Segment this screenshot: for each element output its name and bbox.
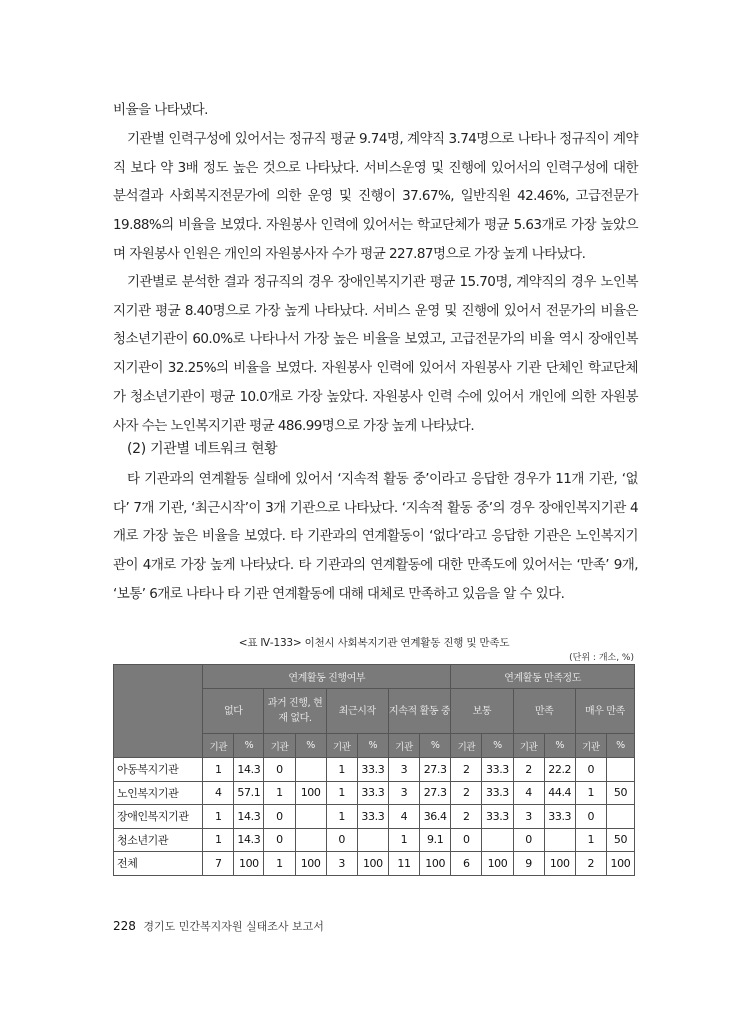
table-cell: 1 [203, 805, 234, 829]
sub-header-none: 없다 [203, 689, 264, 734]
table-cell [295, 828, 326, 852]
table-cell: 0 [575, 758, 606, 782]
paragraph-by-institution [113, 268, 638, 440]
table-row [114, 758, 635, 782]
sub-header-ongoing: 지속적 활동 중 [388, 689, 450, 734]
paragraph-text: 기관별로 분석한 결과 정규직의 경우 장애인복지기관 평균 15.70명, 계약직의 경우 노인복지기관 평균 8.40명으로 가장 높게 나타났다. 서비스 운영 및 진행에 있어서 전문가의 비율은 청소년기관이 60.0%로 나타나서 가장 높은 비율을 보였고, 고급전문가의 비율 역시 장애인복지기관이 32.25%의 비율을 보였다. 자원봉사 인력에 있어서 자원봉사 기관 단체인 학교단체가 청소년기관이 평균 10.0개로 가장 높았다. 자원봉사 인력 수에 있어서 개인에 의한 자원봉사자 수는 노인복지기관 평균 486.99명으로 가장 높게 나타났다. [113, 274, 638, 434]
unit-header-count: 기관 [575, 734, 606, 758]
table-cell [295, 805, 326, 829]
table-unit: (단위 : 개소, %) [569, 653, 634, 663]
table-cell: 1 [575, 781, 606, 805]
table-cell: 36.4 [420, 805, 451, 829]
group-header-satisfaction: 연계활동 만족정도 [451, 665, 635, 689]
table-cell: 7 [203, 852, 234, 876]
table-cell: 33.3 [544, 805, 575, 829]
table-row [114, 805, 635, 829]
table-cell: 0 [264, 805, 295, 829]
table-row [114, 852, 635, 876]
unit-header-count: 기관 [264, 734, 295, 758]
table-cell: 2 [513, 758, 544, 782]
row-label: 장애인복지기관 [114, 805, 203, 829]
table-cell: 57.1 [234, 781, 264, 805]
table-cell [606, 805, 634, 829]
table-cell: 0 [451, 828, 482, 852]
sub-header-normal: 보통 [451, 689, 513, 734]
unit-header-count: 기관 [326, 734, 357, 758]
paragraph-text: 비율을 나타냈다. [113, 102, 208, 118]
table-cell: 1 [264, 852, 295, 876]
section-heading: (2) 기관별 네트워크 현황 [127, 441, 278, 457]
unit-header-count: 기관 [513, 734, 544, 758]
table-cell: 100 [544, 852, 575, 876]
table-cell: 1 [575, 828, 606, 852]
paragraph-staff-composition [113, 125, 638, 269]
table-cell: 11 [388, 852, 419, 876]
table-cell [357, 828, 388, 852]
table-cell: 33.3 [357, 805, 388, 829]
table-cell: 100 [482, 852, 513, 876]
row-label: 아동복지기관 [114, 758, 203, 782]
table-cell [606, 758, 634, 782]
table-cell: 0 [513, 828, 544, 852]
table-cell: 2 [451, 805, 482, 829]
table-cell: 27.3 [420, 781, 451, 805]
table-cell: 22.2 [544, 758, 575, 782]
table-cell: 3 [326, 852, 357, 876]
table-cell: 0 [575, 805, 606, 829]
footer-title: 경기도 민간복지자원 실태조사 보고서 [143, 920, 324, 933]
table-cell: 9 [513, 852, 544, 876]
table-cell: 1 [326, 781, 357, 805]
table-cell: 1 [264, 781, 295, 805]
unit-header-percent: % [544, 734, 575, 758]
table-cell: 50 [606, 781, 634, 805]
table-cell [482, 828, 513, 852]
paragraph-text: 타 기관과의 연계활동 실태에 있어서 ‘지속적 활동 중’이라고 응답한 경우가 11개 기관, ‘없다’ 7개 기관, ‘최근시작’이 3개 기관으로 나타났다. ‘지속적 활동 중’의 경우 장애인복지기관 4개로 가장 높은 비율을 보였다. 타 기관과의 연계활동이 ‘없다’라고 응답한 기관은 노인복지기관이 4개로 가장 높게 나타났다. 타 기관과의 연계활동에 대한 만족도에 있어서는 ‘만족’ 9개, ‘보통’ 6개로 나타나 타 기관 연계활동에 대해 대체로 만족하고 있음을 알 수 있다. [113, 471, 638, 602]
table-cell: 100 [295, 852, 326, 876]
table-cell: 3 [513, 805, 544, 829]
unit-header-percent: % [606, 734, 634, 758]
sub-header-very-satisfied: 매우 만족 [575, 689, 634, 734]
row-label: 전체 [114, 852, 203, 876]
unit-header-percent: % [234, 734, 264, 758]
table-cell: 9.1 [420, 828, 451, 852]
unit-header-percent: % [357, 734, 388, 758]
sub-header-recent: 최근시작 [326, 689, 388, 734]
table-cell [295, 758, 326, 782]
unit-header-percent: % [295, 734, 326, 758]
table-cell: 1 [326, 758, 357, 782]
table-cell: 0 [264, 828, 295, 852]
table-cell: 6 [451, 852, 482, 876]
table-cell: 1 [203, 828, 234, 852]
unit-header-count: 기관 [203, 734, 234, 758]
table-cell: 100 [420, 852, 451, 876]
table-cell: 33.3 [357, 781, 388, 805]
table-cell: 2 [575, 852, 606, 876]
table-cell: 0 [326, 828, 357, 852]
table-cell: 3 [388, 781, 419, 805]
table-cell: 4 [203, 781, 234, 805]
linkage-activity-table [113, 664, 635, 876]
unit-header-percent: % [420, 734, 451, 758]
table-cell: 3 [388, 758, 419, 782]
group-header-progress: 연계활동 진행여부 [203, 665, 451, 689]
table-cell: 50 [606, 828, 634, 852]
unit-header-percent: % [482, 734, 513, 758]
sub-header-past: 과거 진행, 현재 없다. [264, 689, 326, 734]
unit-header-count: 기관 [451, 734, 482, 758]
table-cell: 33.3 [482, 805, 513, 829]
table-row [114, 828, 635, 852]
table-cell: 4 [388, 805, 419, 829]
row-label: 청소년기관 [114, 828, 203, 852]
table-cell: 2 [451, 758, 482, 782]
table-cell: 1 [326, 805, 357, 829]
table-cell: 14.3 [234, 758, 264, 782]
table-cell: 14.3 [234, 805, 264, 829]
unit-header-count: 기관 [388, 734, 419, 758]
paragraph-text: 기관별 인력구성에 있어서는 정규직 평균 9.74명, 계약직 3.74명으로 나타나 정규직이 계약직 보다 약 3배 정도 높은 것으로 나타났다. 서비스운영 및 진행에 있어서의 인력구성에 대한 분석결과 사회복지전문가에 의한 운영 및 진행이 37.67%, 일반직원 42.46%, 고급전문가 19.88%의 비율을 보였다. 자원봉사 인력에 있어서는 학교단체가 평균 5.63개로 가장 높았으며 자원봉사 인원은 개인의 자원봉사자 수가 평균 227.87명으로 가장 높게 나타났다. [113, 131, 638, 262]
table-cell: 100 [606, 852, 634, 876]
sub-header-satisfied: 만족 [513, 689, 575, 734]
table-cell: 1 [388, 828, 419, 852]
table-cell: 33.3 [482, 781, 513, 805]
table-cell: 0 [264, 758, 295, 782]
table-cell: 27.3 [420, 758, 451, 782]
table-cell: 44.4 [544, 781, 575, 805]
table-cell: 33.3 [357, 758, 388, 782]
table-row [114, 781, 635, 805]
table-cell [544, 828, 575, 852]
table-cell: 100 [234, 852, 264, 876]
page-number: 228 [113, 919, 136, 933]
table-cell: 4 [513, 781, 544, 805]
row-label: 노인복지기관 [114, 781, 203, 805]
paragraph-intro-end [113, 96, 638, 125]
table-cell: 100 [357, 852, 388, 876]
table-cell: 100 [295, 781, 326, 805]
table-cell: 2 [451, 781, 482, 805]
table-cell: 14.3 [234, 828, 264, 852]
page-footer [113, 918, 324, 934]
table-cell: 1 [203, 758, 234, 782]
table-corner [114, 665, 203, 758]
table-body [114, 758, 635, 876]
table-caption: <표 Ⅳ-133> 이천시 사회복지기관 연계활동 진행 및 만족도 [238, 637, 510, 649]
table-cell: 33.3 [482, 758, 513, 782]
paragraph-network [113, 465, 638, 609]
